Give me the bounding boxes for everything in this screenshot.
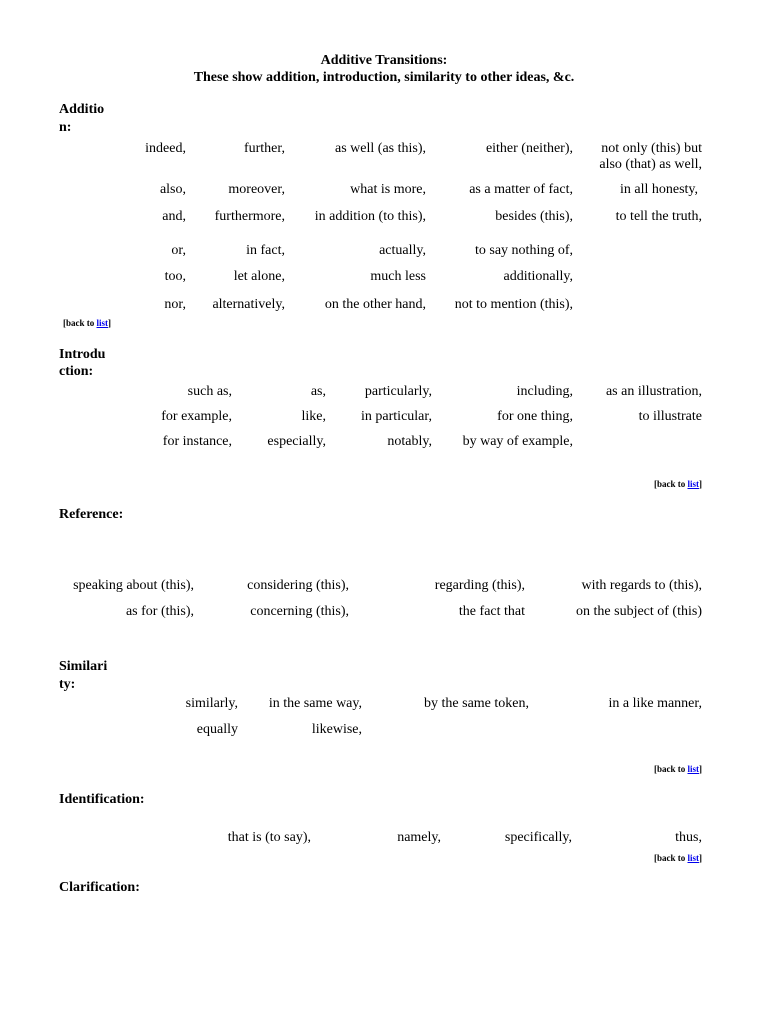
- section-heading-addition-cont: n:: [59, 120, 72, 135]
- term: that is (to say),: [227, 830, 311, 845]
- term: further,: [243, 141, 285, 156]
- term: for one thing,: [497, 409, 573, 424]
- term: either (neither),: [485, 141, 573, 156]
- term: with regards to (this),: [581, 578, 702, 593]
- term: notably,: [387, 434, 432, 449]
- term: what is more,: [350, 182, 426, 197]
- term: for instance,: [162, 434, 232, 449]
- term: as well (as this),: [335, 141, 426, 156]
- term: furthermore,: [214, 209, 285, 224]
- term: or,: [171, 243, 186, 258]
- term: including,: [516, 384, 573, 399]
- page-title: Additive Transitions:: [320, 53, 448, 68]
- term: as a matter of fact,: [469, 182, 573, 197]
- term: to say nothing of,: [475, 243, 573, 258]
- term: as,: [310, 384, 326, 399]
- term: similarly,: [185, 696, 238, 711]
- back-to-list: [back to list]: [653, 853, 702, 863]
- term: also,: [159, 182, 186, 197]
- section-heading-identification: Identification:: [59, 792, 145, 807]
- section-heading-similarity: Similari: [59, 659, 108, 674]
- section-heading-introduction: Introdu: [59, 347, 106, 362]
- term: especially,: [267, 434, 326, 449]
- term: as for (this),: [125, 604, 194, 619]
- term: in a like manner,: [608, 696, 702, 711]
- term: such as,: [187, 384, 232, 399]
- back-to-list-link[interactable]: list: [687, 764, 699, 774]
- section-heading-introduction-cont: ction:: [59, 364, 94, 379]
- back-to-list: [back to list]: [653, 479, 702, 489]
- term: considering (this),: [247, 578, 349, 593]
- back-to-list-link[interactable]: list: [687, 479, 699, 489]
- term: on the subject of (this): [576, 604, 702, 619]
- term: and,: [162, 209, 186, 224]
- term: likewise,: [311, 722, 362, 737]
- term: not only (this) but: [601, 141, 702, 156]
- term: particularly,: [364, 384, 432, 399]
- section-heading-addition: Additio: [59, 102, 105, 117]
- term: thus,: [675, 830, 702, 845]
- term: concerning (this),: [250, 604, 349, 619]
- term: speaking about (this),: [73, 578, 194, 593]
- term: in particular,: [361, 409, 432, 424]
- term: namely,: [397, 830, 441, 845]
- term: to illustrate: [638, 409, 702, 424]
- section-heading-reference: Reference:: [59, 507, 124, 522]
- term: in fact,: [246, 243, 285, 258]
- section-heading-clarification: Clarification:: [59, 880, 140, 895]
- term: equally: [196, 722, 238, 737]
- term: for example,: [161, 409, 232, 424]
- term: by the same token,: [424, 696, 529, 711]
- term: on the other hand,: [324, 297, 426, 312]
- term: alternatively,: [212, 297, 285, 312]
- term: in the same way,: [268, 696, 362, 711]
- term: also (that) as well,: [599, 157, 702, 172]
- back-to-list-link[interactable]: list: [96, 318, 109, 328]
- term: to tell the truth,: [615, 209, 702, 224]
- back-to-list-link[interactable]: list: [687, 853, 699, 863]
- term: besides (this),: [495, 209, 573, 224]
- page-subtitle: These show addition, introduction, similarity to other ideas, &c.: [193, 70, 575, 85]
- term: specifically,: [504, 830, 572, 845]
- term: regarding (this),: [434, 578, 525, 593]
- term: in all honesty,: [619, 182, 698, 197]
- term: much less: [370, 269, 426, 284]
- term: the fact that: [458, 604, 525, 619]
- term: as an illustration,: [605, 384, 702, 399]
- term: let alone,: [233, 269, 285, 284]
- back-to-list: [back to list]: [63, 318, 112, 328]
- section-heading-similarity-cont: ty:: [59, 677, 76, 692]
- term: too,: [164, 269, 186, 284]
- term: indeed,: [145, 141, 186, 156]
- term: not to mention (this),: [454, 297, 573, 312]
- term: nor,: [164, 297, 186, 312]
- back-to-list: [back to list]: [653, 764, 702, 774]
- term: moreover,: [228, 182, 285, 197]
- term: actually,: [379, 243, 426, 258]
- term: additionally,: [503, 269, 573, 284]
- term: by way of example,: [462, 434, 573, 449]
- term: in addition (to this),: [314, 209, 426, 224]
- term: like,: [301, 409, 326, 424]
